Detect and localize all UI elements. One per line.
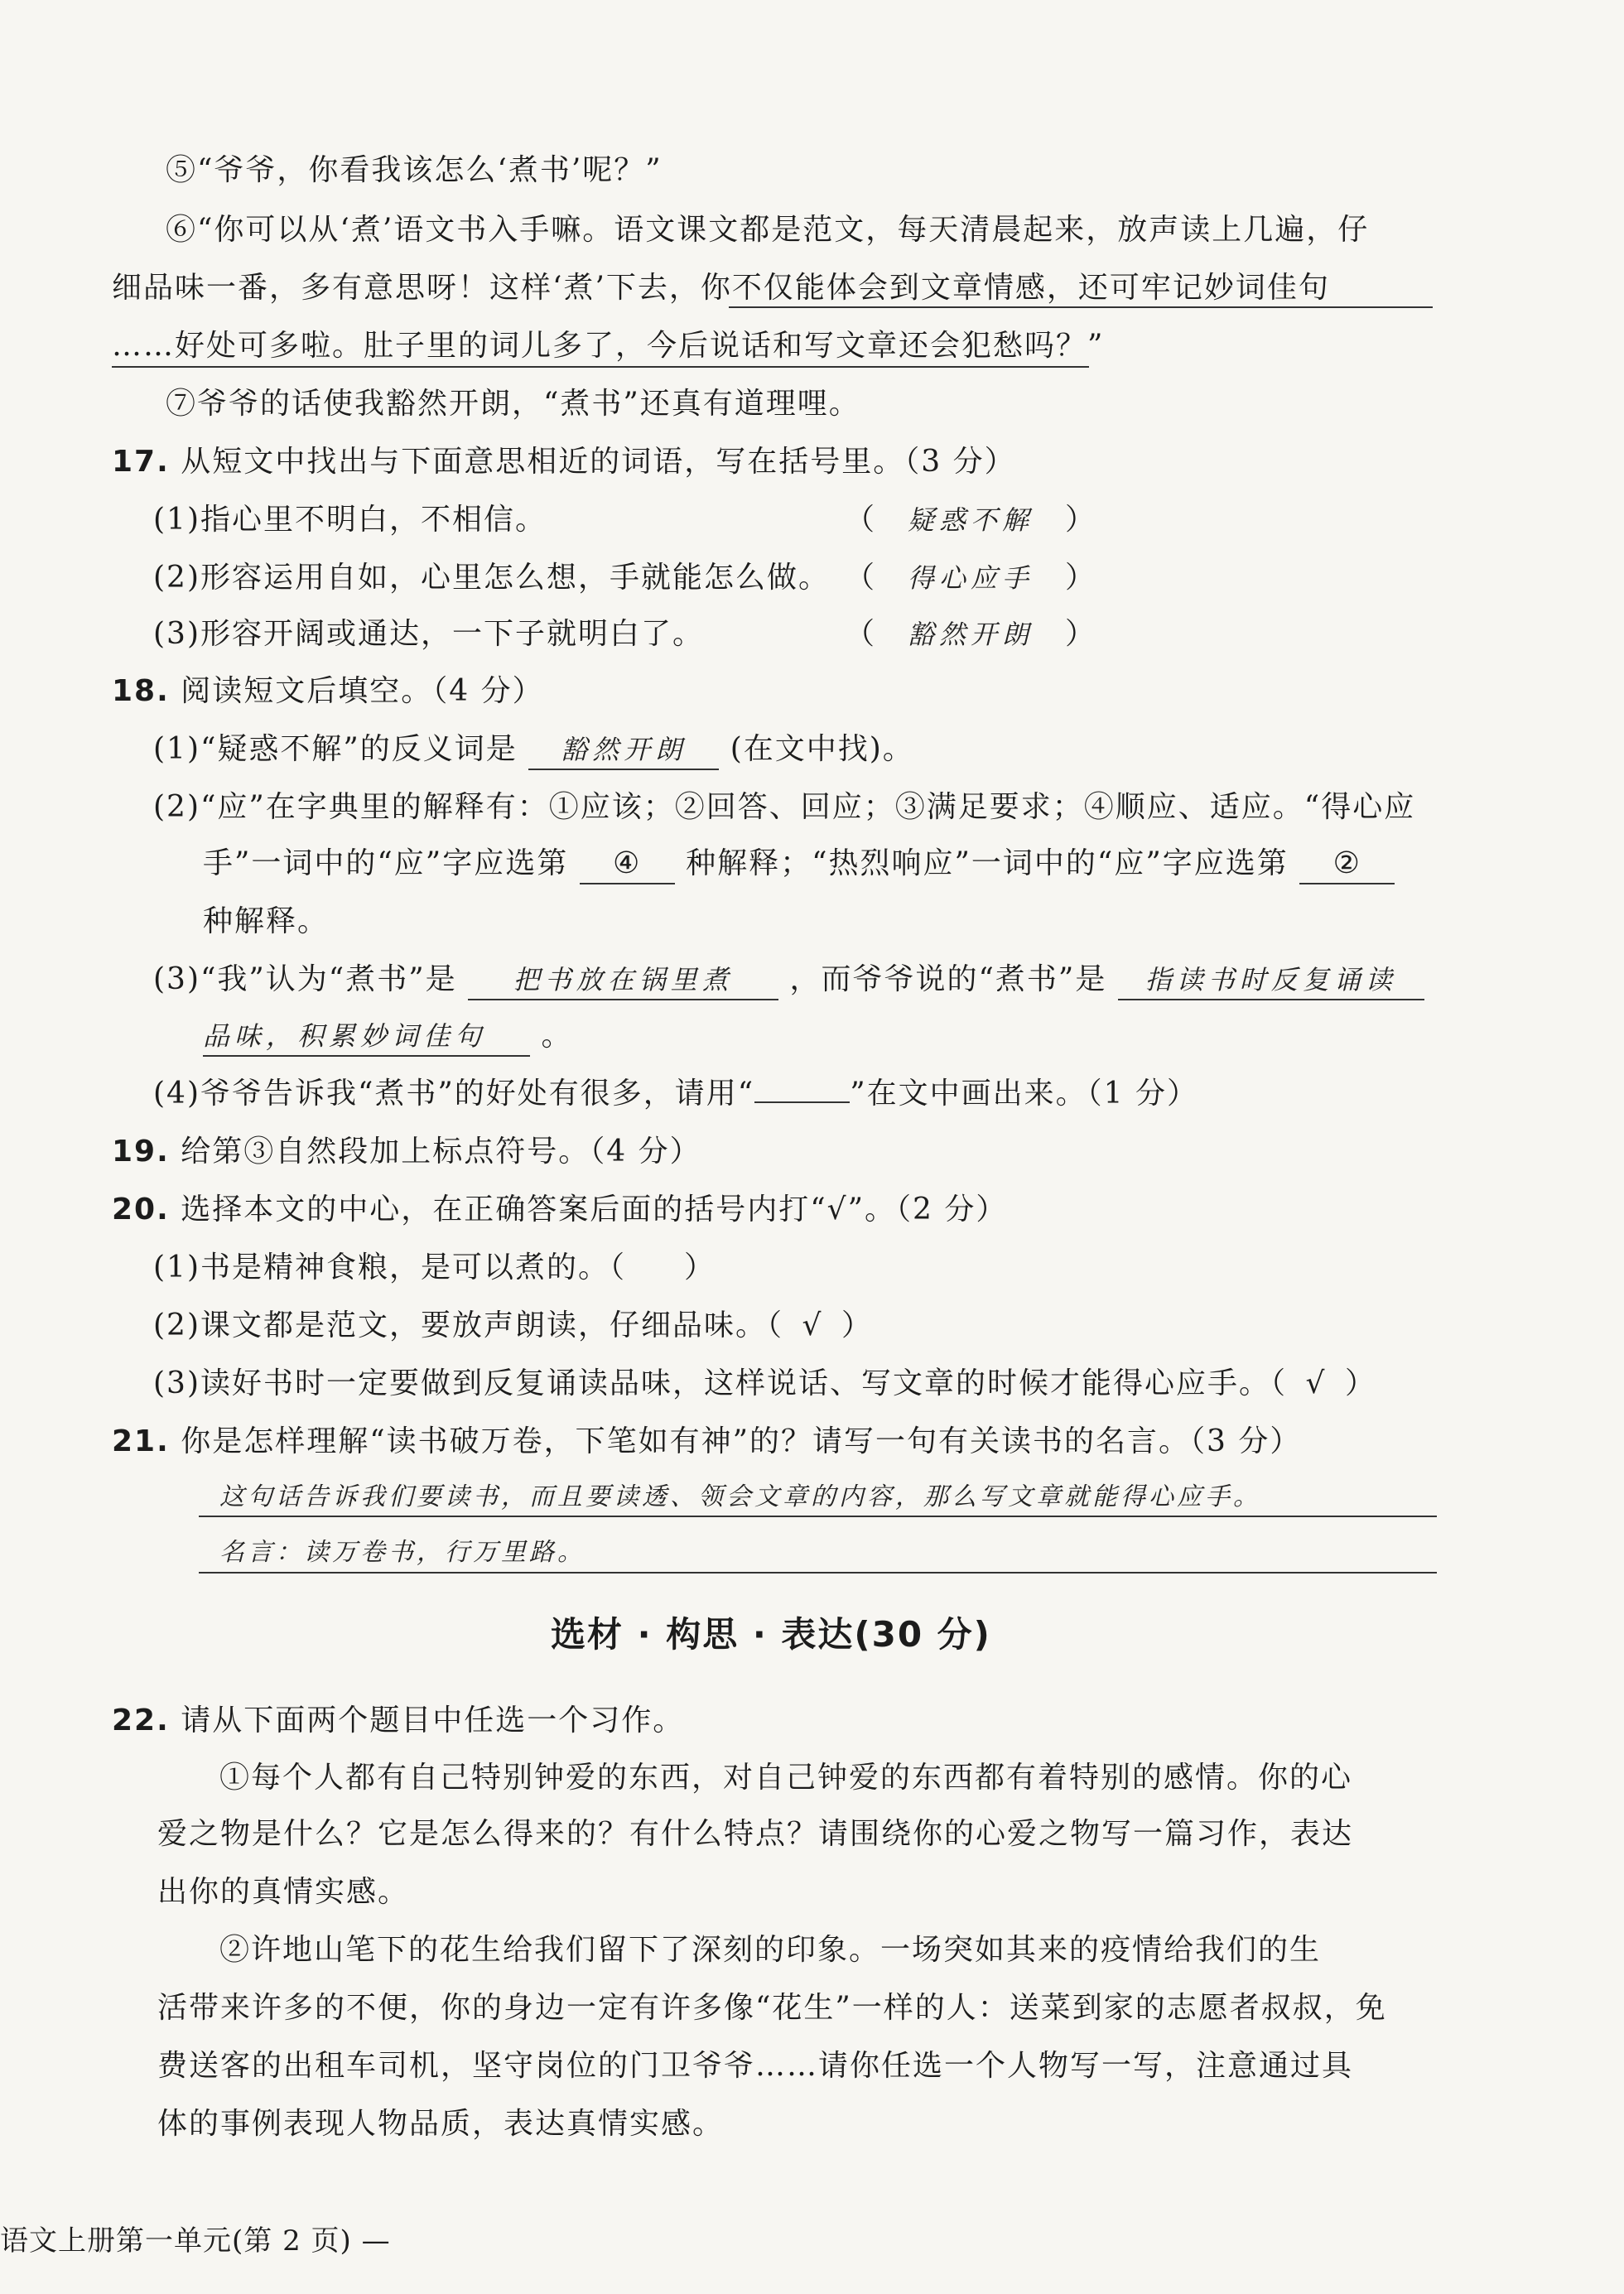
q22-option-1-line-3: 出你的真情实感。 — [157, 1875, 410, 1909]
answer-underline-q18-4b — [112, 366, 1089, 368]
q20-item-3-close: ） — [1345, 1366, 1377, 1400]
q20-item-3-answer: √ — [1305, 1366, 1327, 1400]
q22-stem — [112, 1702, 684, 1740]
q17-answer-3: 豁然开朗 — [908, 619, 1034, 650]
passage-paragraph-6-line-1: ⑥“你可以从‘煮’语文书入手嘛。语文课文都是范文，每天清晨起来，放声读上几遍，仔 — [166, 213, 1370, 247]
q20-text: 选择本文的中心，在正确答案后面的括号内打“√”。（2 分） — [181, 1193, 1008, 1227]
q18-sub-3-answer-2b: 品味，积累妙词佳句 — [203, 1017, 530, 1057]
q18-sub-3-end: 。 — [541, 1019, 573, 1053]
q21-answer-line-1-rule — [199, 1516, 1437, 1517]
q20-item-3 — [153, 1365, 1376, 1403]
q18-sub-4 — [153, 1075, 1198, 1113]
q18-sub-2-answer-1: ④ — [580, 845, 675, 884]
q18-sub-1-prefix: (1)“疑惑不解”的反义词是 — [153, 732, 518, 766]
q18-sub-2-middle: 种解释；“热烈响应”一词中的“应”字应选第 — [686, 846, 1289, 880]
q18-sub-3-answer-2a: 指读书时反复诵读 — [1118, 961, 1424, 1000]
passage-paragraph-7: ⑦爷爷的话使我豁然开朗，“煮书”还真有道理哩。 — [166, 387, 860, 421]
q18-stem — [112, 672, 544, 711]
q22-option-1-line-1: ①每个人都有自己特别钟爱的东西，对自己钟爱的东西都有着特别的感情。你的心 — [219, 1761, 1353, 1795]
q20-stem — [112, 1191, 1007, 1229]
q21-text: 你是怎样理解“读书破万卷，下笔如有神”的？请写一句有关读书的名言。（3 分） — [181, 1424, 1302, 1458]
q21-answer-line-1: 这句话告诉我们要读书，而且要读透、领会文章的内容，那么写文章就能得心应手。 — [219, 1482, 1261, 1511]
q18-text: 阅读短文后填空。（4 分） — [181, 674, 544, 708]
q20-number: 20. — [112, 1193, 170, 1227]
q18-sub-3-prefix: (3)“我”认为“煮书”是 — [153, 962, 457, 996]
q22-option-2-line-3: 费送客的出租车司机，坚守岗位的门卫爷爷……请你任选一个人物写一写，注意通过具 — [157, 2049, 1354, 2083]
q19-number: 19. — [112, 1135, 170, 1169]
q17-number: 17. — [112, 445, 170, 479]
q20-item-1-text: (1)书是精神食粮，是可以煮的。（ — [153, 1251, 626, 1284]
q18-number: 18. — [112, 674, 170, 708]
q17-item-2: (2)形容运用自如，心里怎么想，手就能怎么做。 — [153, 561, 830, 595]
q22-option-2-line-2: 活带来许多的不便，你的身边一定有许多像“花生”一样的人：送菜到家的志愿者叔叔，免 — [157, 1991, 1387, 2025]
q21-answer-line-2-rule — [199, 1572, 1437, 1574]
q17-item-3: (3)形容开阔或通达，一下子就明白了。 — [153, 617, 704, 651]
section-title: 选材 · 构思 · 表达(30 分) — [551, 1614, 991, 1655]
q18-sub-2-prefix: 手”一词中的“应”字应选第 — [203, 846, 569, 880]
q20-item-2-close: ） — [841, 1308, 874, 1342]
q18-sub-1 — [153, 730, 914, 770]
q20-item-1-close: ） — [684, 1251, 716, 1284]
q18-sub-2-line-1: (2)“应”在字典里的解释有：①应该；②回答、回应；③满足要求；④顺应、适应。“得心应 — [153, 790, 1416, 824]
q18-sub-1-suffix: (在文中找)。 — [730, 732, 914, 766]
q17-answer-3-bracket: （ 豁然开朗 ） — [845, 617, 1097, 651]
q18-sub-4-underline-sample — [754, 1101, 850, 1103]
q17-text: 从短文中找出与下面意思相近的词语，写在括号里。（3 分） — [181, 445, 1016, 479]
q17-answer-2: 得心应手 — [908, 562, 1034, 594]
q20-item-3-text: (3)读好书时一定要做到反复诵读品味，这样说话、写文章的时候才能得心应手。（ — [153, 1366, 1287, 1400]
q21-number: 21. — [112, 1424, 170, 1458]
q18-sub-2-line-3: 种解释。 — [203, 904, 330, 938]
q22-text: 请从下面两个题目中任选一个习作。 — [181, 1704, 685, 1737]
q18-sub-1-answer: 豁然开朗 — [528, 730, 719, 770]
q22-option-2-line-1: ②许地山笔下的花生给我们留下了深刻的印象。一场突如其来的疫情给我们的生 — [219, 1933, 1322, 1967]
q18-sub-3-line-1 — [153, 961, 1424, 1000]
page-footer: 语文上册第一单元(第 2 页) — — [0, 2224, 391, 2258]
q17-answer-2-bracket: （ 得心应手 ） — [845, 561, 1097, 595]
q18-sub-3-middle: ，而爷爷说的“煮书”是 — [789, 962, 1107, 996]
q20-item-2-text: (2)课文都是范文，要放声朗读，仔细品味。（ — [153, 1308, 783, 1342]
q22-option-1-line-2: 爱之物是什么？它是怎么得来的？有什么特点？请围绕你的心爱之物写一篇习作，表达 — [157, 1817, 1354, 1851]
q17-answer-1-bracket: （ 疑惑不解 ） — [845, 503, 1097, 537]
q18-sub-2-line-2 — [203, 845, 1395, 884]
answer-underline-q18-4a — [729, 306, 1433, 308]
q18-sub-3-line-2 — [203, 1017, 572, 1057]
q17-stem — [112, 443, 1016, 481]
q20-item-2 — [153, 1307, 873, 1345]
q22-number: 22. — [112, 1704, 170, 1737]
q17-item-1: (1)指心里不明白，不相信。 — [153, 503, 547, 537]
q21-answer-line-2: 名言：读万卷书，行万里路。 — [219, 1538, 586, 1567]
q20-item-1 — [153, 1249, 716, 1287]
q18-sub-3-answer-1: 把书放在锅里煮 — [468, 961, 778, 1000]
q17-answer-1: 疑惑不解 — [908, 504, 1034, 536]
q21-stem — [112, 1423, 1301, 1461]
q22-option-2-line-4: 体的事例表现人物品质，表达真情实感。 — [157, 2107, 725, 2141]
q19-stem — [112, 1133, 701, 1171]
q18-sub-2-answer-2: ② — [1299, 845, 1395, 884]
q19-text: 给第③自然段加上标点符号。（4 分） — [181, 1135, 701, 1169]
q18-sub-4-suffix: ”在文中画出来。（1 分） — [850, 1077, 1198, 1111]
passage-paragraph-5: ⑤“爷爷，你看我该怎么‘煮书’呢？” — [166, 153, 663, 187]
q20-item-2-answer: √ — [802, 1308, 823, 1342]
passage-paragraph-6-line-3: ……好处可多啦。肚子里的词儿多了，今后说话和写文章还会犯愁吗？” — [112, 329, 1105, 363]
q18-sub-4-prefix: (4)爷爷告诉我“煮书”的好处有很多，请用“ — [153, 1077, 755, 1111]
passage-paragraph-6-line-2: 细品味一番，多有意思呀！这样‘煮’下去，你不仅能体会到文章情感，还可牢记妙词佳句 — [112, 271, 1330, 305]
